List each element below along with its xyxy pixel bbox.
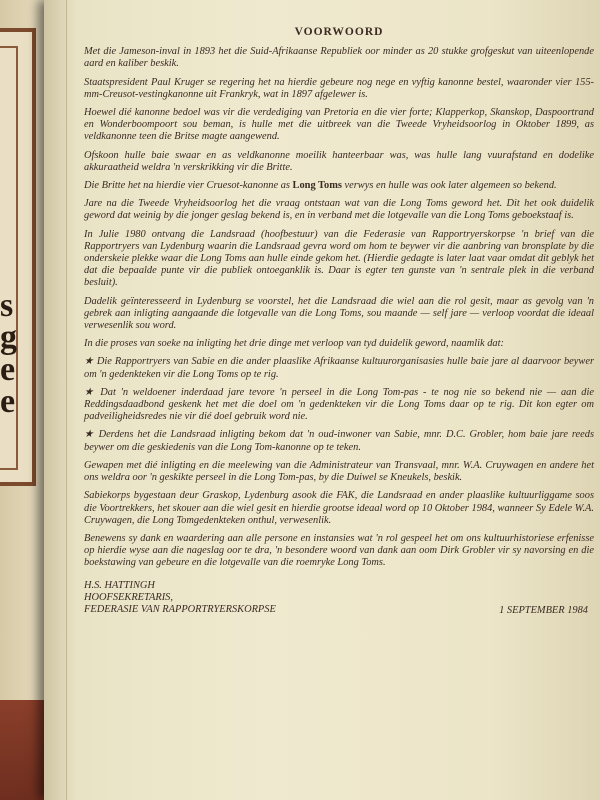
paragraph: Benewens sy dank en waardering aan alle persone en instansies wat 'n rol gespeel het om ons kultuurhistoriese erfenisse op hierdie wyse aan die nageslag oor te dra, 'n besondere woord van dank aan oom Dirk Grobler vir sy navorsing en die boekstawing van gebeure en die lotgevalle van die roemryke Long Toms. <box>84 532 594 569</box>
signatory-role: HOOFSEKRETARIS, <box>84 591 173 603</box>
signature-date: 1 SEPTEMBER 1984 <box>499 604 588 616</box>
background-letter: g <box>0 319 17 356</box>
background-letter: e <box>0 351 16 388</box>
background-letter: e <box>0 383 16 418</box>
signatory-organisation: FEDERASIE VAN RAPPORTRYERSKORPSE <box>84 604 276 616</box>
paragraph: Ofskoon hulle baie swaar en as veldkanonne moeilik hanteerbaar was, was hulle lang vuurafstand en dodelike akkuraatheid weldra 'n verskrikking vir die Britte. <box>84 149 594 173</box>
paragraph: Sabiekorps bygestaan deur Graskop, Lydenburg asook die FAK, die Landsraad en ander plaaslike kultuurliggame soos die Voortrekkers, het skouer aan die wiel gesit en hierdie grootse ideaal word op 10 Oktober 1984, wanneer Sy Edele W.A. Cruywagen, die Long Tomgedenkteken onthul, verwesenlik. <box>84 490 594 526</box>
background-letter: s <box>0 290 14 324</box>
bullet-paragraph: ★ Die Rapportryers van Sabie en die ander plaaslike Afrikaanse kultuurorganisasies hulle baie jare al daarvoor beywer om 'n gedenkteken vir die Long Toms op te rig. <box>84 356 594 380</box>
paragraph: Met die Jameson-inval in 1893 het die Suid-Afrikaanse Republiek oor minder as 20 stukke grofgeskut van uiteenlopende aard en kaliber beskik. <box>84 46 594 70</box>
paragraph-long-toms <box>84 180 594 192</box>
paragraph: In die proses van soeke na inligting het drie dinge met verloop van tyd duidelik geword, naamlik dat: <box>84 338 504 350</box>
paragraph-text: verwys en hulle was ook later algemeen so bekend. <box>341 180 557 192</box>
bullet-paragraph: ★ Derdens het die Landsraad inligting bekom dat 'n oud-inwoner van Sabie, mnr. D.C. Grobler, hom baie jare reeds beywer om die geskiedenis van die Long Tom-kanonne op te teken. <box>84 429 594 453</box>
paragraph-text: Die Britte het na hierdie vier Cruesot-kanonne as <box>84 180 293 192</box>
background-booklet-letters <box>0 290 30 418</box>
paragraph: Jare na die Tweede Vryheidsoorlog het die vraag ontstaan wat van die Long Toms geword het. Dit het ook duidelik geword dat weinig by die jonger geslag bekend is, en in verband met die lotgevalle van die Long Toms geboekstaaf is. <box>84 198 594 222</box>
paragraph: Staatspresident Paul Kruger se regering het na hierdie gebeure nog nege en vyftig kanonne bestel, waaronder vier 155-mm-Creusot-vestingkanonne uit Frankryk, wat in 1897 afgelewer is. <box>84 76 594 100</box>
page-fold-line <box>66 0 67 800</box>
document-body <box>84 26 594 617</box>
paragraph: Gewapen met dié inligting en die meelewing van die Administrateur van Transvaal, mnr. W.A. Cruywagen en andere het ons weldra oor 'n geskikte perseel in die Long Tom-pas, by die Duiwel se Kneukels, beskik. <box>84 459 594 484</box>
paragraph: In Julie 1980 ontvang die Landsraad (hoofbestuur) van die Federasie van Rapportryerskorpse 'n brief van die Rapportryers van Lydenburg waarin die Landsraad gevra word om hom te beywer vir die aanbring van bronsplate by die onderskeie plekke waar die Long Toms aan hulle einde gekom het. (Hierdie gedagte is later laat vaar omdat dit geblyk het dat die bepaalde punte vir die publiek ontoeganklik is. Daar is egter ten gunste van 'n sentrale plek in die verband besluit). <box>84 228 594 289</box>
page-title: VOORWOORD <box>294 26 384 38</box>
bullet-paragraph: ★ Dat 'n weldoener inderdaad jare tevore 'n perseel in die Long Tom-pas - te nog nie so bekend nie — aan die Reddingsdaadbond geskenk het met die doel om 'n gedenkteken vir die Long Toms daar op te rig. Dit kon egter om padveiligheidsredes nie vir dié doel gebruik word nie. <box>84 386 594 423</box>
document-page <box>44 0 600 800</box>
signature-block <box>84 580 594 617</box>
signatory-name: H.S. HATTINGH <box>84 579 155 591</box>
paragraph: Hoewel dié kanonne bedoel was vir die verdediging van Pretoria en die vier forte; Klapperkop, Skanskop, Daspoortrand en Wonderboompoort sou beman, is hulle met die uitbreek van die Tweede Vryheidsoorlog in Oktober 1899, as veldkanonne teen die Britse magte aangewend. <box>84 107 594 143</box>
long-toms-term: Long Toms <box>292 180 342 192</box>
paragraph: Dadelik geïnteresseerd in Lydenburg se voorstel, het die Landsraad die wiel aan die rol gesit, maar as gevolg van 'n gebrek aan inligting aangaande die lotgevalle van die Long Toms, sou maande — self jare — verloop voordat die ideaal verwesenlik sou word. <box>84 295 594 332</box>
